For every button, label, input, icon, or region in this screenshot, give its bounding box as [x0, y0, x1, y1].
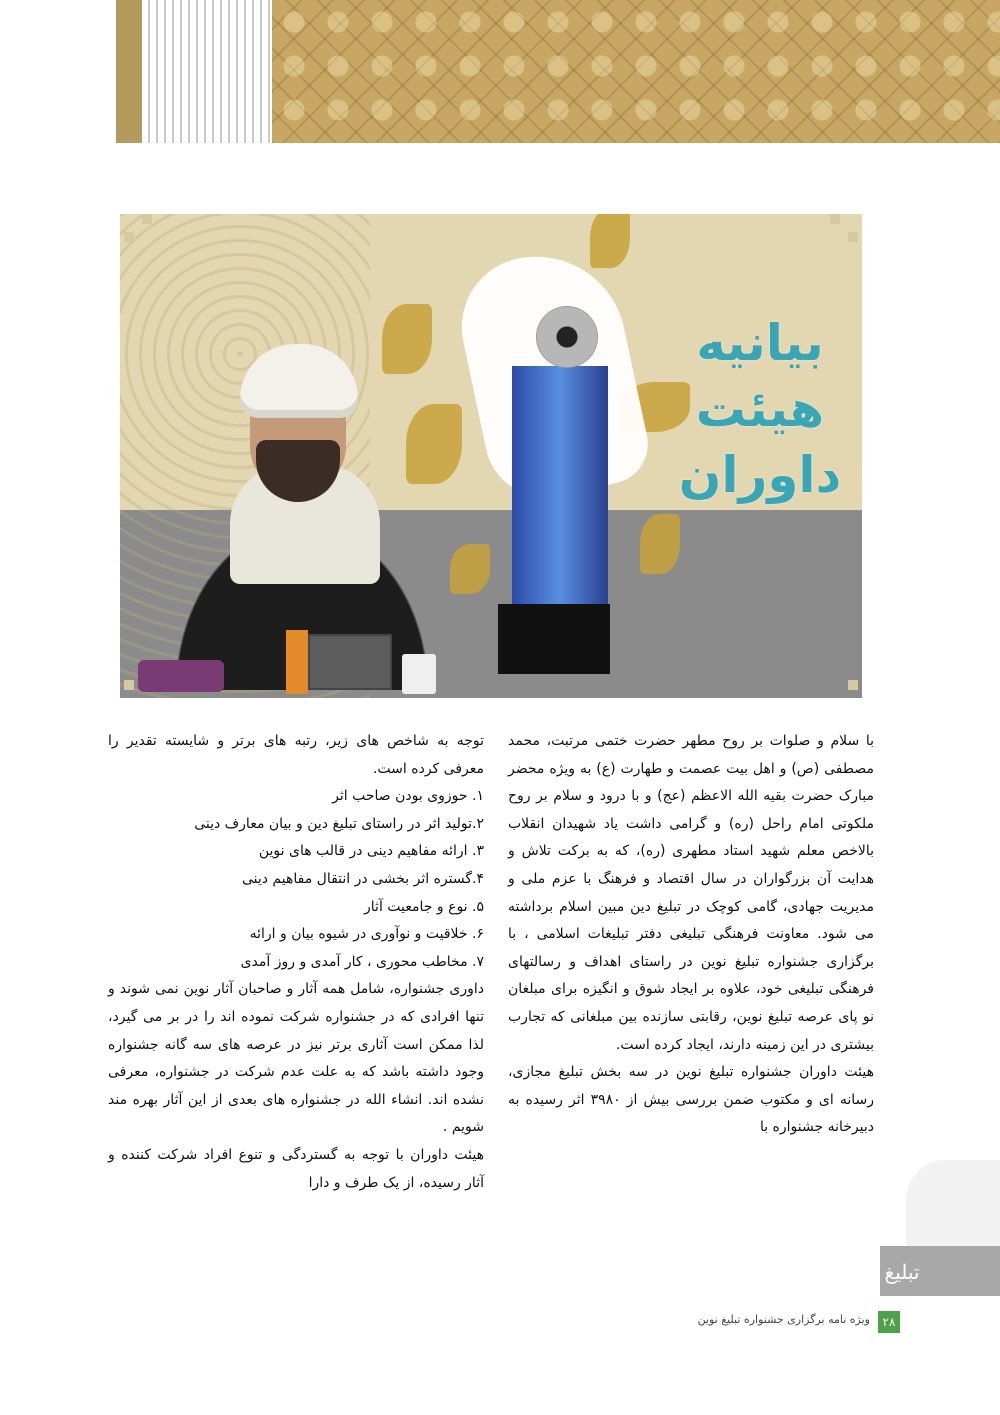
criteria-item: ۴.گستره اثر بخشی در انتقال مفاهیم دینی — [241, 870, 484, 887]
striped-panel — [142, 0, 272, 143]
frame-corner-square — [830, 214, 840, 224]
criteria-item: ۵. نوع و جامعیت آثار — [364, 898, 484, 915]
hero-title — [660, 310, 860, 508]
frame-corner-square — [124, 232, 134, 242]
side-ornament — [906, 1160, 1000, 1250]
frame-corner-square — [124, 680, 134, 690]
flower-ornament — [382, 304, 432, 374]
juice-carton — [286, 630, 308, 694]
paragraph: هیئت داوران با توجه به گستردگی و تنوع افراد شرکت کننده و آثار رسیده، از یک طرف و دارا — [108, 1146, 484, 1191]
frame-corner-square — [848, 232, 858, 242]
geometric-pattern-banner — [272, 0, 1000, 143]
flower-ornament — [640, 514, 680, 574]
text-column-right — [508, 728, 874, 1142]
text-column-left — [108, 728, 484, 1197]
snack-package — [138, 660, 224, 692]
criteria-item: ۱. حوزوی بودن صاحب اثر — [332, 788, 484, 805]
paragraph: توجه به شاخص های زیر، رتبه های برتر و شایسته تقدیر را معرفی کرده است. — [108, 733, 484, 777]
frame-corner-square — [848, 680, 858, 690]
page-footer — [640, 1311, 900, 1335]
criteria-item: ۲.تولید اثر در راستای تبلیغ دین و بیان معارف دینی — [194, 815, 484, 832]
title-line-2: هیئت — [695, 380, 825, 438]
gold-strip — [116, 0, 142, 143]
trophy-blue-crystal — [512, 366, 608, 612]
paragraph: هیئت داوران جشنواره تبلیغ نوین در سه بخش تبلیغ مجازی، رسانه ای و مکتوب ضمن بررسی بیش از ۳۹۸۰ اثر رسیده به دبیرخانه جشنواره با — [508, 1064, 875, 1136]
paragraph: داوری جشنواره، شامل همه آثار و صاحبان آثار نوین نمی شوند و تنها افرادی که در جشنواره شرکت نموده اند را در بر می گیرد، لذا ممکن است آثاری برتر نیز در عرصه های سه گانه جشنواره وجود داشته باشد که به علت عدم شرکت در جشنواره، معرفی نشده اند. انشاء الله در جشنواره های بعدی از این آثار بهره مند شویم . — [108, 981, 484, 1136]
desk-nameplate — [308, 634, 392, 690]
title-line-3: داوران — [678, 446, 842, 504]
top-decorative-band — [0, 0, 1000, 143]
hero-image — [120, 214, 862, 698]
frame-corner-square — [142, 214, 152, 224]
criteria-item: ۳. ارائه مفاهیم دینی در قالب های نوین — [258, 843, 484, 860]
flower-ornament — [406, 404, 462, 484]
magazine-logo: تبلیغ — [884, 1260, 920, 1284]
criteria-item: ۷. مخاطب محوری ، کار آمدی و روز آمدی — [240, 953, 484, 970]
trophy-eye-emblem — [536, 306, 598, 368]
footer-title: ویژه نامه برگزاری جشنواره تبلیغ نوین — [697, 1313, 870, 1326]
paragraph: با سلام و صلوات بر روح مطهر حضرت ختمی مرتبت، محمد مصطفی (ص) و اهل بیت عصمت و طهارت (ع) به ویژه محضر مبارک حضرت بقیه الله الاعظم (عج) و با درود و سلام بر روح ملکوتی امام راحل (ره) و گرامی داشت یاد شهیدان انقلاب بالاخص معلم شهید استاد مطهری (ره)، که به برکت تلاش و هدایت آن بزرگواران در سال اقتصاد و فرهنگ با عزم ملی و مدیریت جهادی، گامی کوچک در تبلیغ دین مبین اسلام برداشته می شود. معاونت فرهنگی تبلیغی دفتر تبلیغات اسلامی ، با برگزاری جشنواره تبلیغ نوین در راستای اهداف و رسالتهای فرهنگی تبلیغی خود، علاوه بر ایجاد شوق و انگیزه برای مبلغان نو پای عرصه تبلیغ نوین، رقابتی سازنده بین مبلغانی که تجارب بیشتری در این زمینه دارند، ایجاد کرده است. — [508, 733, 874, 1053]
page-number: ۲۸ — [878, 1311, 900, 1333]
criteria-item: ۶. خلاقیت و نوآوری در شیوه بیان و ارائه — [249, 926, 484, 943]
paper-cups — [402, 654, 436, 694]
title-line-1: بیانیه — [696, 314, 824, 372]
trophy-base — [498, 604, 610, 674]
